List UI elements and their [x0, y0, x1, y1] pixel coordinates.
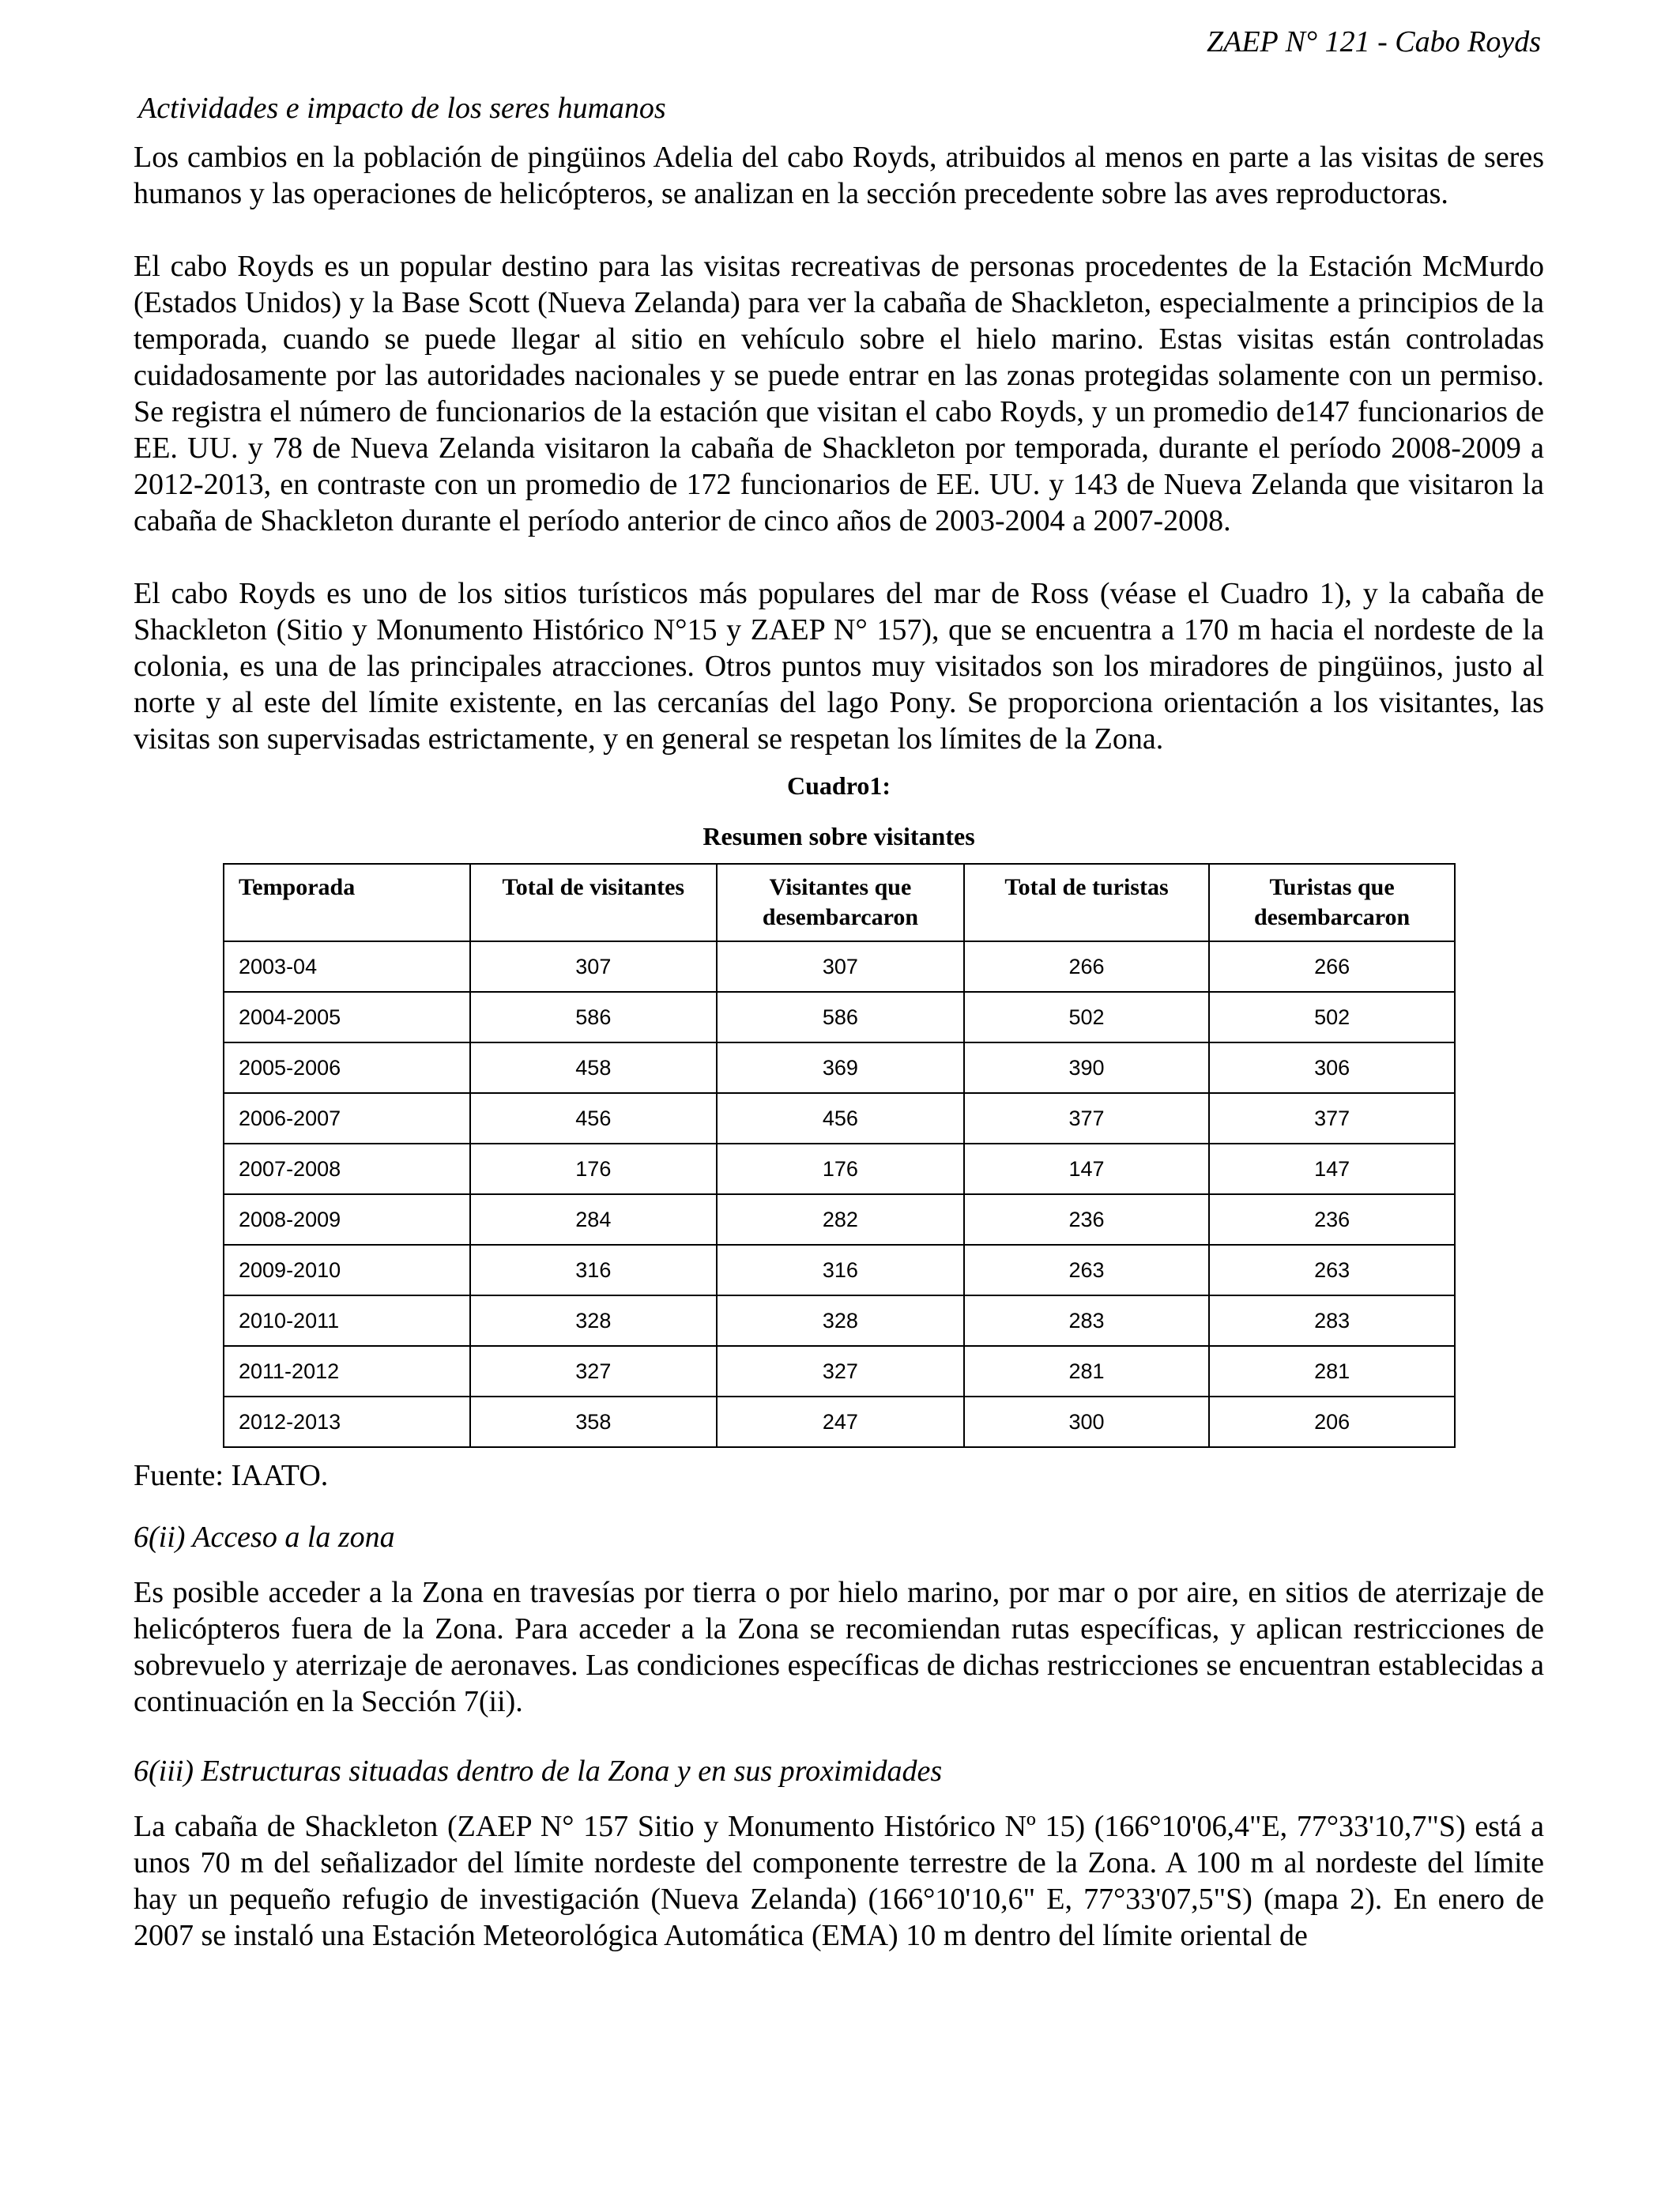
- cell-total-tourists: 283: [964, 1295, 1209, 1346]
- table-source-note: Fuente: IAATO.: [134, 1459, 329, 1492]
- table-row: [224, 1042, 1455, 1093]
- cell-landed-visitors: 176: [717, 1144, 964, 1194]
- cell-season: 2011-2012: [224, 1346, 470, 1397]
- paragraph-penguin-population: Los cambios en la población de pingüinos Adelia del cabo Royds, atribuidos al menos en parte a las visitas de seres humanos y las operaciones de helicópteros, se analizan en la sección precedente sobre las aves reproductoras.: [134, 141, 1544, 210]
- cell-landed-tourists: 206: [1209, 1397, 1455, 1447]
- cell-total-tourists: 147: [964, 1144, 1209, 1194]
- column-header-landed-visitors: Visitantes que desembarcaron: [717, 864, 964, 941]
- cell-total-tourists: 236: [964, 1194, 1209, 1245]
- table-header-row: [224, 864, 1455, 941]
- cell-total-visitors: 586: [470, 992, 717, 1042]
- cell-landed-tourists: 147: [1209, 1144, 1455, 1194]
- cell-season: 2003-04: [224, 941, 470, 992]
- cell-landed-tourists: 502: [1209, 992, 1455, 1042]
- table-row: [224, 992, 1455, 1042]
- cell-total-visitors: 307: [470, 941, 717, 992]
- cell-total-visitors: 316: [470, 1245, 717, 1295]
- section-heading-structures: 6(iii) Estructuras situadas dentro de la Zona y en sus proximidades: [134, 1755, 943, 1788]
- cell-landed-visitors: 282: [717, 1194, 964, 1245]
- table-row: [224, 1397, 1455, 1447]
- table-row: [224, 1194, 1455, 1245]
- paragraph-tourist-sites: El cabo Royds es uno de los sitios turísticos más populares del mar de Ross (véase el Cuadro 1), y la cabaña de Shackleton (Sitio y Monumento Histórico N°15 y ZAEP N° 157), que se encuentra a 170 m hacia el nordeste de la colonia, es una de las principales atracciones. Otros puntos muy visitados son los miradores de pingüinos, justo al norte y al este del límite existente, en las cercanías del lago Pony. Se proporciona orientación a los visitantes, las visitas son supervisadas estrictamente, y en general se respetan los límites de la Zona.: [134, 577, 1544, 756]
- cell-landed-visitors: 369: [717, 1042, 964, 1093]
- cell-landed-tourists: 377: [1209, 1093, 1455, 1144]
- paragraph-structures: La cabaña de Shackleton (ZAEP N° 157 Sitio y Monumento Histórico Nº 15) (166°10'06,4"E, 77°33'10,7"S) está a unos 70 m del señalizador del límite nordeste del componente terrestre de la Zona. A 100 m al nordeste del límite hay un pequeño refugio de investigación (Nueva Zelanda) (166°10'10,6" E, 77°33'07,5"S) (mapa 2). En enero de 2007 se instaló una Estación Meteorológica Automática (EMA) 10 m dentro del límite oriental de: [134, 1810, 1544, 1952]
- cell-landed-visitors: 247: [717, 1397, 964, 1447]
- cell-total-visitors: 358: [470, 1397, 717, 1447]
- table-caption-title: Resumen sobre visitantes: [703, 822, 975, 850]
- cell-season: 2008-2009: [224, 1194, 470, 1245]
- cell-landed-visitors: 586: [717, 992, 964, 1042]
- column-header-total-visitors: Total de visitantes: [470, 864, 717, 941]
- page-content: [134, 89, 1544, 1954]
- cell-landed-tourists: 266: [1209, 941, 1455, 992]
- cell-total-visitors: 284: [470, 1194, 717, 1245]
- section-heading-human-activities: Actividades e impacto de los seres humanos: [138, 92, 666, 125]
- cell-landed-visitors: 327: [717, 1346, 964, 1397]
- cell-landed-visitors: 328: [717, 1295, 964, 1346]
- cell-landed-tourists: 236: [1209, 1194, 1455, 1245]
- cell-total-visitors: 327: [470, 1346, 717, 1397]
- cell-season: 2009-2010: [224, 1245, 470, 1295]
- column-header-season: Temporada: [224, 864, 470, 941]
- table-row: [224, 1144, 1455, 1194]
- cell-landed-visitors: 307: [717, 941, 964, 992]
- cell-total-tourists: 377: [964, 1093, 1209, 1144]
- cell-season: 2006-2007: [224, 1093, 470, 1144]
- cell-landed-tourists: 283: [1209, 1295, 1455, 1346]
- cell-total-visitors: 458: [470, 1042, 717, 1093]
- cell-total-tourists: 281: [964, 1346, 1209, 1397]
- table-row: [224, 1295, 1455, 1346]
- paragraph-recreational-visits: El cabo Royds es un popular destino para las visitas recreativas de personas procedentes de la Estación McMurdo (Estados Unidos) y la Base Scott (Nueva Zelanda) para ver la cabaña de Shackleton, especialmente a principios de la temporada, cuando se puede llegar al sitio en vehículo sobre el hielo marino. Estas visitas están controladas cuidadosamente por las autoridades nacionales y se puede entrar en las zonas protegidas solamente con un permiso. Se registra el número de funcionarios de la estación que visitan el cabo Royds, y un promedio de147 funcionarios de EE. UU. y 78 de Nueva Zelanda visitaron la cabaña de Shackleton por temporada, durante el período 2008-2009 a 2012-2013, en contraste con un promedio de 172 funcionarios de EE. UU. y 143 de Nueva Zelanda que visitaron la cabaña de Shackleton durante el período anterior de cinco años de 2003-2004 a 2007-2008.: [134, 250, 1544, 537]
- column-header-total-tourists: Total de turistas: [964, 864, 1209, 941]
- cell-total-visitors: 456: [470, 1093, 717, 1144]
- running-header: ZAEP N° 121 - Cabo Royds: [1207, 25, 1541, 58]
- section-heading-access: 6(ii) Acceso a la zona: [134, 1521, 395, 1554]
- table-row: [224, 1346, 1455, 1397]
- visitors-summary-table: [223, 863, 1456, 1448]
- cell-total-tourists: 300: [964, 1397, 1209, 1447]
- cell-season: 2012-2013: [224, 1397, 470, 1447]
- cell-landed-tourists: 306: [1209, 1042, 1455, 1093]
- table-row: [224, 1245, 1455, 1295]
- cell-season: 2005-2006: [224, 1042, 470, 1093]
- cell-landed-visitors: 456: [717, 1093, 964, 1144]
- cell-landed-visitors: 316: [717, 1245, 964, 1295]
- cell-total-visitors: 328: [470, 1295, 717, 1346]
- cell-season: 2004-2005: [224, 992, 470, 1042]
- paragraph-access: Es posible acceder a la Zona en travesías por tierra o por hielo marino, por mar o por aire, en sitios de aterrizaje de helicópteros fuera de la Zona. Para acceder a la Zona se recomiendan rutas específicas, y aplican restricciones de sobrevuelo y aterrizaje de aeronaves. Las condiciones específicas de dichas restricciones se encuentran establecidas a continuación en la Sección 7(ii).: [134, 1576, 1544, 1718]
- table-row: [224, 941, 1455, 992]
- cell-total-visitors: 176: [470, 1144, 717, 1194]
- cell-total-tourists: 390: [964, 1042, 1209, 1093]
- cell-landed-tourists: 263: [1209, 1245, 1455, 1295]
- cell-landed-tourists: 281: [1209, 1346, 1455, 1397]
- cell-season: 2010-2011: [224, 1295, 470, 1346]
- table-caption-number: Cuadro1:: [787, 771, 891, 800]
- column-header-landed-tourists: Turistas que desembarcaron: [1209, 864, 1455, 941]
- table-row: [224, 1093, 1455, 1144]
- cell-total-tourists: 263: [964, 1245, 1209, 1295]
- cell-total-tourists: 266: [964, 941, 1209, 992]
- cell-total-tourists: 502: [964, 992, 1209, 1042]
- cell-season: 2007-2008: [224, 1144, 470, 1194]
